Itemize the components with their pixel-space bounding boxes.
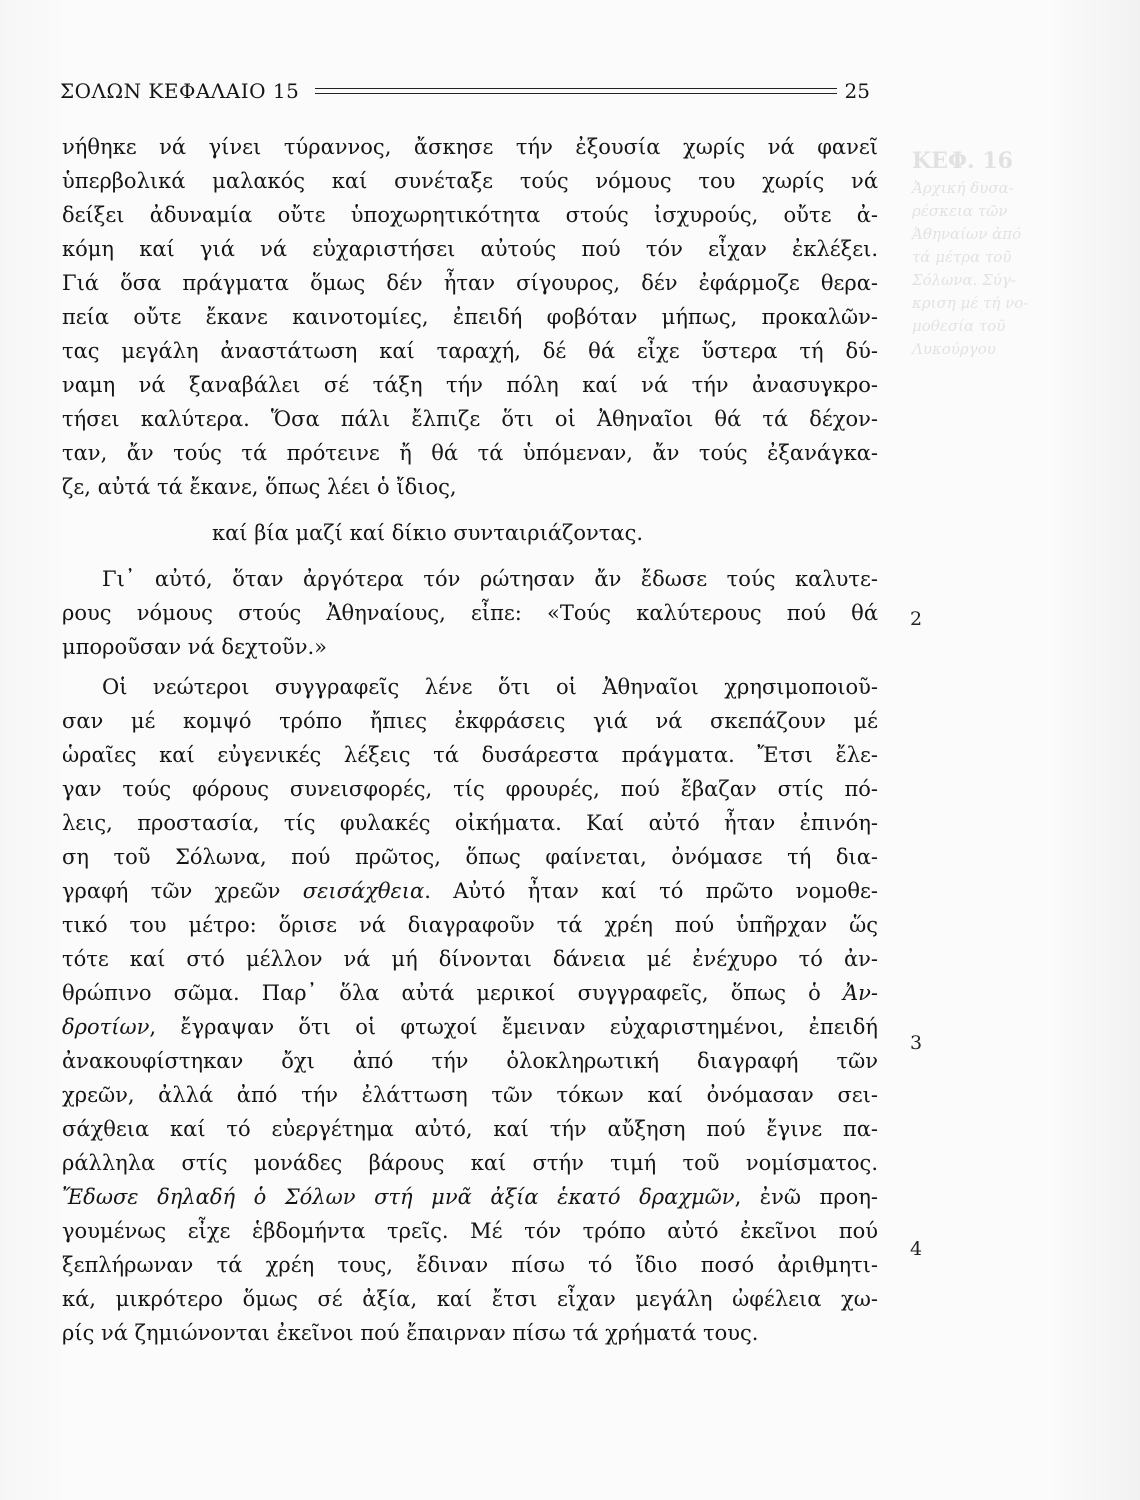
text-line: ράλληλα στίς μονάδες βάρους καί στήν τιμή τοῦ νομίσματος.	[62, 1151, 878, 1175]
italic-name-androtion: δροτίων	[62, 1015, 150, 1039]
page-number: 25	[844, 79, 870, 103]
text-line: ζε, αὐτά τά ἔκανε, ὅπως λέει ὁ ἴδιος,	[62, 475, 457, 499]
text-line: Οἱ νεώτεροι συγγραφεῖς λένε ὅτι οἱ Ἀθηναῖοι χρησιμοποιοῦ-	[102, 675, 878, 699]
header-double-rule	[315, 88, 836, 94]
text-line	[62, 1180, 878, 1214]
text-line: ξεπλήρωναν τά χρέη τους, ἔδιναν πίσω τό ἴδιο ποσό ἀριθμητι-	[62, 1253, 878, 1277]
running-header	[60, 76, 870, 106]
text-line	[62, 874, 878, 908]
text-line: Γιά ὅσα πράγματα ὅμως δέν ἦταν σίγουρος, δέν ἐφάρμοζε θερα-	[62, 271, 878, 295]
text-fragment: γραφή τῶν χρεῶν	[62, 879, 281, 903]
text-line: ρους νόμους στούς Ἀθηναίους, εἶπε: «Τούς καλύτερους πού θά	[62, 601, 878, 625]
verse-quote: καί βία μαζί καί δίκιο συνταιριάζοντας.	[212, 521, 644, 545]
margin-section-number: 3	[910, 1032, 923, 1054]
text-line: λεις, προστασία, τίς φυλακές οἰκήματα. Καί αὐτό ἦταν ἐπινόη-	[62, 811, 878, 835]
text-fragment: , ἔγραψαν ὅτι οἱ φτωχοί ἔμειναν εὐχαριστημένοι, ἐπειδή	[149, 1015, 878, 1039]
text-line: ἀνακουφίστηκαν ὄχι ἀπό τήν ὁλοκληρωτική διαγραφή τῶν	[62, 1049, 878, 1073]
text-line: ρίς νά ζημιώνονται ἐκεῖνοι πού ἔπαιρναν πίσω τά χρήματά τους.	[62, 1321, 759, 1345]
margin-section-number: 4	[910, 1238, 923, 1260]
text-fragment: , ἐνῶ προη-	[734, 1185, 878, 1209]
text-fragment: θρώπινο σῶμα. Παρ᾽ ὅλα αὐτά μερικοί συγγραφεῖς, ὅπως ὁ	[62, 981, 821, 1005]
text-line: μποροῦσαν νά δεχτοῦν.»	[62, 635, 327, 659]
text-line: χρεῶν, ἀλλά ἀπό τήν ἐλάττωση τῶν τόκων καί ὀνόμασαν σει-	[62, 1083, 878, 1107]
text-line: γουμένως εἶχε ἑβδομήντα τρεῖς. Μέ τόν τρόπο αὐτό ἐκεῖνοι πού	[62, 1219, 878, 1243]
text-fragment: . Αὐτό ἦταν καί τό πρῶτο νομοθε-	[424, 879, 879, 903]
text-line: τότε καί στό μέλλον νά μή δίνονται δάνεια μέ ἐνέχυρο τό ἀν-	[62, 947, 878, 971]
text-line: γαν τούς φόρους συνεισφορές, τίς φρουρές, πού ἔβαζαν στίς πό-	[62, 777, 878, 801]
text-line: πεία οὔτε ἔκανε καινοτομίες, ἐπειδή φοβόταν μήπως, προκαλῶν-	[62, 305, 878, 329]
margin-section-number: 2	[910, 608, 923, 630]
text-line: ση τοῦ Σόλωνα, πού πρῶτος, ὅπως φαίνεται, ὀνόμασε τή δια-	[62, 845, 878, 869]
text-line: τας μεγάλη ἀναστάτωση καί ταραχή, δέ θά εἶχε ὕστερα τή δύ-	[62, 339, 878, 363]
text-line: κά, μικρότερο ὅμως σέ ἀξία, καί ἔτσι εἶχαν μεγάλη ὠφέλεια χω-	[62, 1287, 878, 1311]
text-line	[62, 976, 878, 1010]
text-line: κόμη καί γιά νά εὐχαριστήσει αὐτούς πού τόν εἶχαν ἐκλέξει.	[62, 237, 878, 261]
text-line: ναμη νά ξαναβάλει σέ τάξη τήν πόλη καί νά τήν ἀνασυγκρο-	[62, 373, 878, 397]
body-text	[62, 130, 878, 1350]
italic-name-androtion: Ἀν-	[842, 981, 878, 1005]
text-line: σαν μέ κομψό τρόπο ἤπιες ἐκφράσεις γιά νά σκεπάζουν μέ	[62, 709, 878, 733]
text-line: ταν, ἄν τούς τά πρότεινε ἤ θά τά ὑπόμεναν, ἄν τούς ἐξανάγκα-	[62, 441, 878, 465]
text-line	[62, 1010, 878, 1044]
reverse-side-bleed-through: ΚΕΦ. 16 Ἀρχική δυσα- ρέσκεια τῶν Ἀθηναίων ἀπό τά μέτρα τοῦ Σόλωνα. Σύγ- κριση μέ τή νο- μοθεσία τοῦ Λυκούργου	[912, 148, 1029, 358]
italic-sentence-mina: Ἔδωσε δηλαδή ὁ Σόλων στή μνᾶ ἀξία ἑκατό δραχμῶν	[62, 1185, 735, 1209]
text-line: ὑπερβολικά μαλακός καί συνέταξε τούς νόμους του χωρίς νά	[62, 169, 878, 193]
text-line: Γι᾽ αὐτό, ὅταν ἀργότερα τόν ρώτησαν ἄν ἔδωσε τούς καλυτε-	[102, 567, 878, 591]
text-line: τικό του μέτρο: ὅρισε νά διαγραφοῦν τά χρέη πού ὑπῆρχαν ὥς	[62, 913, 878, 937]
text-line: νήθηκε νά γίνει τύραννος, ἄσκησε τήν ἐξουσία χωρίς νά φανεῖ	[62, 135, 878, 159]
running-title: ΣΟΛΩΝ ΚΕΦΑΛΑΙΟ 15	[60, 79, 300, 103]
text-line: δείξει ἀδυναμία οὔτε ὑποχωρητικότητα στούς ἰσχυρούς, οὔτε ἀ-	[62, 203, 878, 227]
text-line: ὡραῖες καί εὐγενικές λέξεις τά δυσάρεστα πράγματα. Ἔτσι ἔλε-	[62, 743, 878, 767]
text-line: σάχθεια καί τό εὐεργέτημα αὐτό, καί τήν αὔξηση πού ἔγινε πα-	[62, 1117, 878, 1141]
text-line: τήσει καλύτερα. Ὅσα πάλι ἔλπιζε ὅτι οἱ Ἀθηναῖοι θά τά δέχον-	[62, 407, 878, 431]
italic-term-seisachtheia: σεισάχθεια	[302, 879, 425, 903]
